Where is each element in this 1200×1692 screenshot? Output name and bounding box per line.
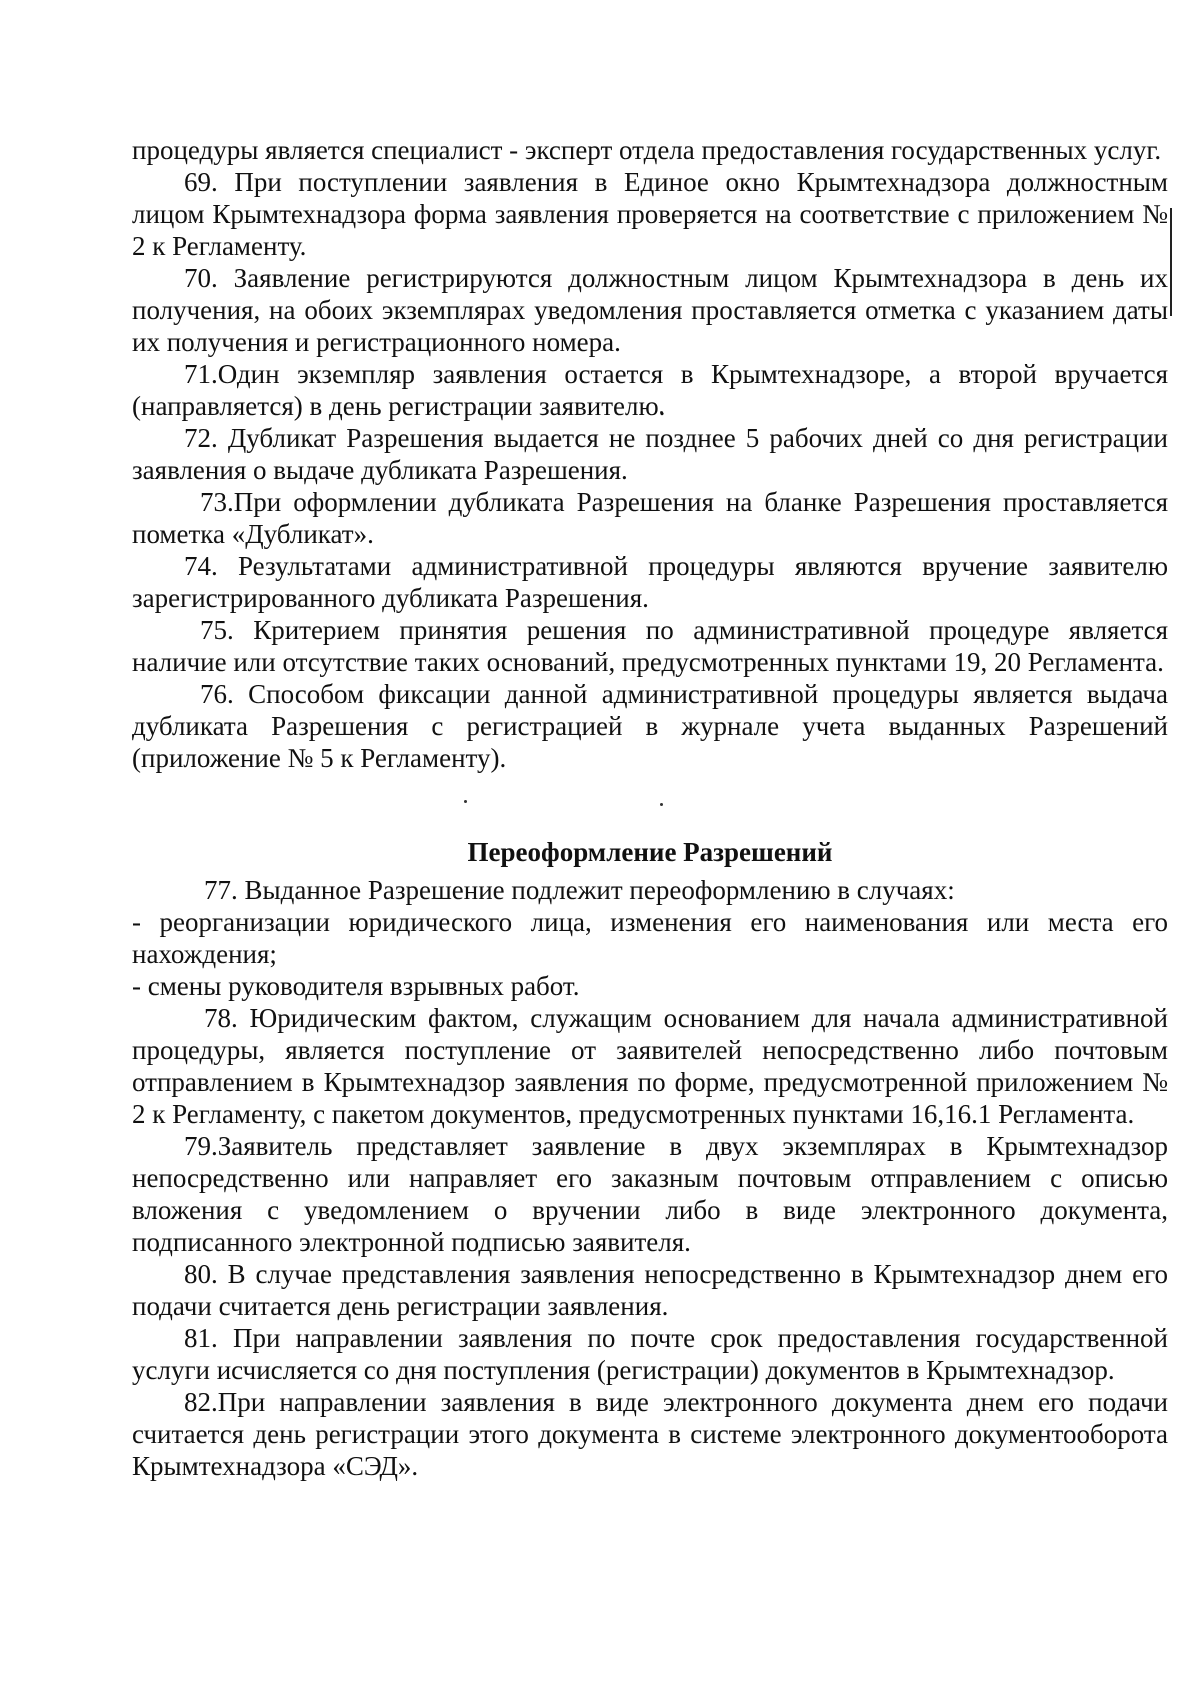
paragraph-78: 78. Юридическим фактом, служащим основанием для начала административной процедуры, является поступление от заявителей непосредственно либо почтовым отправлением в Крымтехнадзор заявления по форме, предусмотренной приложением № 2 к Регламенту, с пакетом документов, предусмотренных пунктами 16,16.1 Регламента. (132, 1003, 1168, 1129)
list-item: - смены руководителя взрывных работ. (132, 971, 580, 1001)
paragraph-73: 73.При оформлении дубликата Разрешения на бланке Разрешения проставляется пометка «Дубликат». (132, 487, 1168, 549)
paragraph-82: 82.При направлении заявления в виде электронного документа днем его подачи считается день регистрации этого документа в системе электронного документооборота Крымтехнадзора «СЭД». (132, 1387, 1168, 1481)
paragraph-77: 77. Выданное Разрешение подлежит переоформлению в случаях: (204, 875, 955, 905)
paragraph-80: 80. В случае представления заявления непосредственно в Крымтехнадзор днем его подачи считается день регистрации заявления. (132, 1259, 1168, 1321)
paragraph-70: 70. Заявление регистрируются должностным лицом Крымтехнадзора в день их получения, на обоих экземплярах уведомления проставляется отметка с указанием даты их получения и регистрационного номера. (132, 263, 1168, 357)
paragraph-69: 69. При поступлении заявления в Единое окно Крымтехнадзора должностным лицом Крымтехнадзора форма заявления проверяется на соответствие с приложением № 2 к Регламенту. (132, 167, 1168, 261)
paragraph-75: 75. Критерием принятия решения по административной процедуре является наличие или отсутствие таких оснований, предусмотренных пунктами 19, 20 Регламента. (132, 615, 1168, 677)
document-body (132, 134, 1168, 1482)
paragraph-continuation: процедуры является специалист - эксперт отдела предоставления государственных услуг. (132, 135, 1162, 165)
paragraph-76: 76. Способом фиксации данной административной процедуры является выдача дубликата Разрешения с регистрацией в журнале учета выданных Разрешений (приложение № 5 к Регламенту). (132, 679, 1168, 773)
paragraph-74: 74. Результатами административной процедуры являются вручение заявителю зарегистрированного дубликата Разрешения. (132, 551, 1168, 613)
paragraph-81: 81. При направлении заявления по почте срок предоставления государственной услуги исчисляется со дня поступления (регистрации) документов в Крымтехнадзор. (132, 1323, 1168, 1385)
list-item: - реорганизации юридического лица, изменения его наименования или места его нахождения; (132, 907, 1168, 969)
margin-line-mark (1170, 208, 1172, 316)
paragraph-79: 79.Заявитель представляет заявление в двух экземплярах в Крымтехнадзор непосредственно или направляет его заказным почтовым отправлением с описью вложения с уведомлением о вручении либо в виде электронного документа, подписанного электронной подписью заявителя. (132, 1131, 1168, 1257)
section-heading: Переоформление Разрешений (467, 837, 833, 867)
paragraph-71: 71.Один экземпляр заявления остается в Крымтехнадзоре, а второй вручается (направляется) в день регистрации заявителю. (132, 359, 1168, 421)
paragraph-72: 72. Дубликат Разрешения выдается не позднее 5 рабочих дней со дня регистрации заявления о выдаче дубликата Разрешения. (132, 423, 1168, 485)
